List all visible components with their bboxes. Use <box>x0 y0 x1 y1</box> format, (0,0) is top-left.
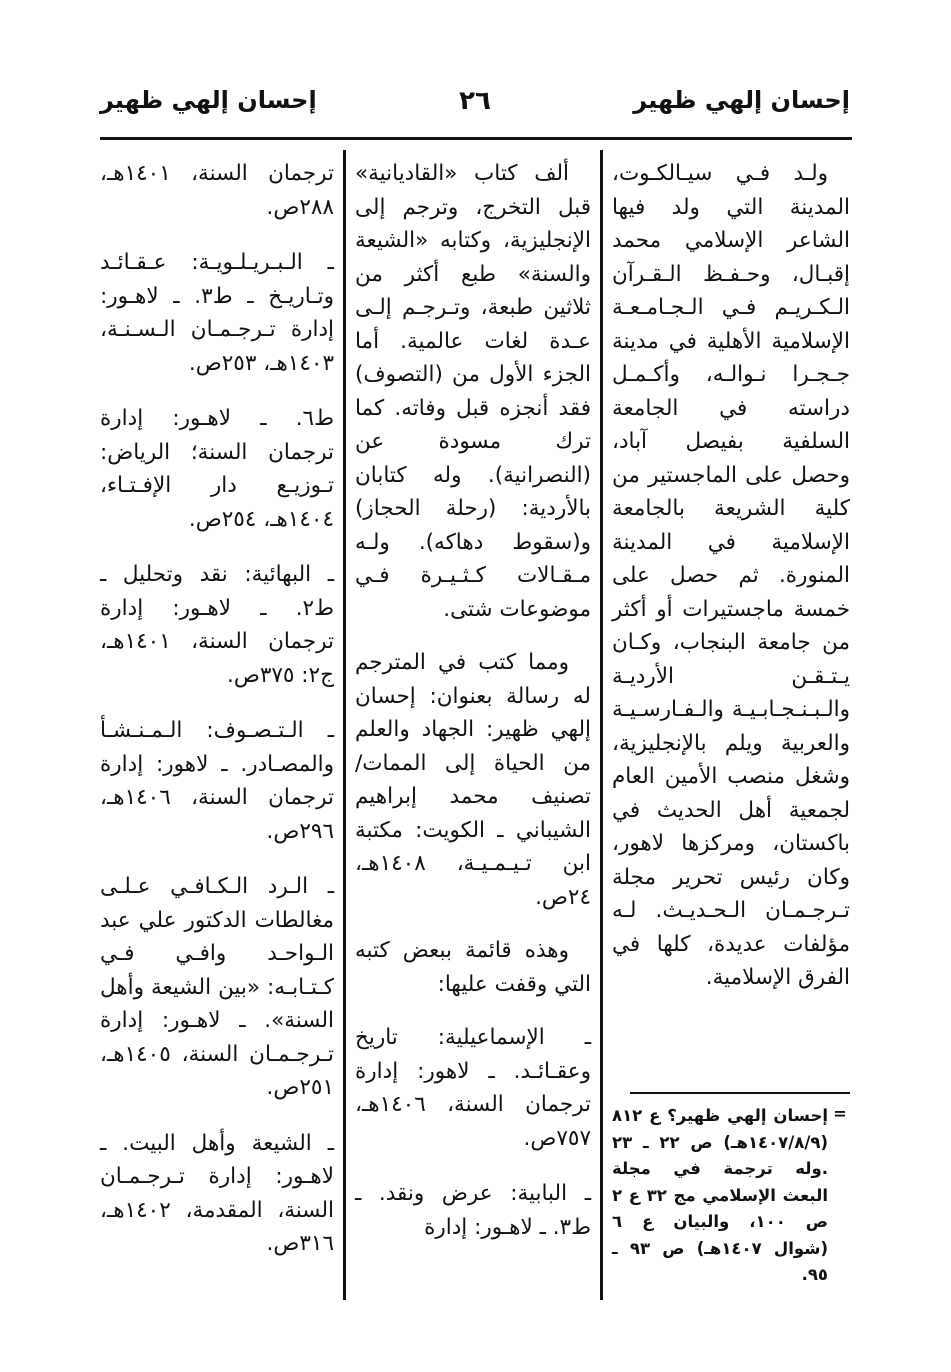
column-right <box>612 157 850 1015</box>
running-title-left: إحسان إلهي ظهير <box>100 86 317 114</box>
running-header <box>100 86 850 126</box>
paragraph: ألف كتاب «القاديانية» قبل التخرج، وترجم إلى الإنجليزية، وكتابه «الشيعة والسنة» طبع أكثر من ثلاثين طبعة، وتـرجـم إلـى عـدة لغات عالمية. أما الجزء الأول من (التصوف) فقد أنجزه قبل وفاته. كما ترك مسودة عن (النصرانية). وله كتابان بالأردية: (رحلة الحجاز) و(سقوط دهاكه). ولـه مـقـالات كـثـيـرة فـي موضوعات شتى. <box>355 161 591 622</box>
paragraph: ومما كتب في المترجم له رسالة بعنوان: إحسان إلهي ظهير: الجهاد والعلم من الحياة إلى الممات/ تصنيف محمد إبراهيم الشيباني ـ الكويت: مكتبة ابن تـيـمـيـة، ١٤٠٨هـ، ٢٤ص. <box>355 650 591 910</box>
book-entry: ـ الإسماعيلية: تاريخ وعقـائـد. ـ لاهور: إدارة ترجمان السنة، ١٤٠٦هـ، ٧٥٧ص. <box>355 1025 591 1151</box>
footnote-rule <box>630 1092 850 1094</box>
column-divider-right <box>600 150 603 1300</box>
footnote-marker: = <box>833 1104 847 1123</box>
book-entry: ـ الـبـريـلـويـة: عـقـائـد وتـاريـخ ـ ط٣. ـ لاهـور: إدارة تـرجـمـان الـسـنـة، ١٤٠٣هـ، ٢٥٣ص. <box>100 250 334 376</box>
column-middle <box>355 157 591 1266</box>
page-number: ٢٦ <box>459 86 491 116</box>
book-entry: ـ الـرد الـكـافـي عـلـى مغالطات الدكتور علي عبد الـواحـد وافـي فـي كـتـابـه: «بين الشيعة وأهل السنة». ـ لاهـور: إدارة تـرجـمـان السنة، ١٤٠٥هـ، ٢٥١ص. <box>100 874 334 1100</box>
book-entry: ـ الـتـصـوف: الـمـنـشـأ والمصـادر. ـ لاهور: إدارة ترجمان السنة، ١٤٠٦هـ، ٢٩٦ص. <box>100 718 334 844</box>
paragraph: وهذه قائمة ببعض كتبه التي وقفت عليها: <box>355 938 591 997</box>
book-entry: ـ البهائية: نقد وتحليل ـ ط٢. ـ لاهـور: إدارة ترجمان السنة، ١٤٠١هـ، ج٢: ٣٧٥ص. <box>100 562 334 688</box>
paragraph: ولـد فـي سيـالكـوت، المدينة التي ولد فيها الشاعر الإسلامي محمد إقبـال، وحـفـظ الـقـرآن الـكـريـم فـي الـجـامـعـة الإسلامية الأهلية في مدينة جـجـرا نـوالـه، وأكـمـل دراسته في الجامعة السلفية بفيصل آباد، وحصل على الماجستير من كلية الشريعة بالجامعة الإسلامية في المدينة المنورة. ثم حصل على خمسة ماجستيرات أو أكثر من جامعة البنجاب، وكـان يـتـقـن الأرديـة والـبـنـجـابـيـة والـفـارسـيـة والعربية ويلم بالإنجليزية، وشغل منصب الأمين العام لجمعية أهل الحديث في باكستان، ومركزها لاهور، وكان رئيس تحرير مجلة تـرجـمـان الـحـديـث. لـه مؤلفات عديدة، كلها في الفرق الإسلامية. <box>612 161 850 990</box>
book-entry: ـ الشيعة وأهل البيت. ـ لاهـور: إدارة تـرجـمـان السنة، المقدمة، ١٤٠٢هـ، ٣١٦ص. <box>100 1130 334 1256</box>
footnote-text: إحسان إلهي ظهير؟ ع ٨١٢ (١٤٠٧/٨/٩هـ) ص ٢٢ ـ ٢٣ .وله ترجمة في مجلة البعث الإسلامي مج ٣٢ ع ٢ ص ١٠٠، والبيان ع ٦ (شوال ١٤٠٧هـ) ص ٩٣ ـ ٩٥. <box>612 1106 828 1284</box>
book-entry: ط٦. ـ لاهـور: إدارة ترجمان السنة؛ الرياض: تـوزيـع دار الإفـتـاء، ١٤٠٤هـ، ٢٥٤ص. <box>100 406 334 532</box>
column-divider-left <box>343 150 346 1300</box>
book-entry: ـ البابية: عرض ونقد. ـ ط٣. ـ لاهـور: إدارة <box>355 1181 591 1240</box>
header-rule <box>100 137 852 140</box>
running-title-right: إحسان إلهي ظهير <box>633 86 850 114</box>
footnote <box>612 1103 850 1289</box>
book-entry: ترجمان السنة، ١٤٠١هـ، ٢٨٨ص. <box>100 161 334 220</box>
column-left <box>100 157 334 1283</box>
